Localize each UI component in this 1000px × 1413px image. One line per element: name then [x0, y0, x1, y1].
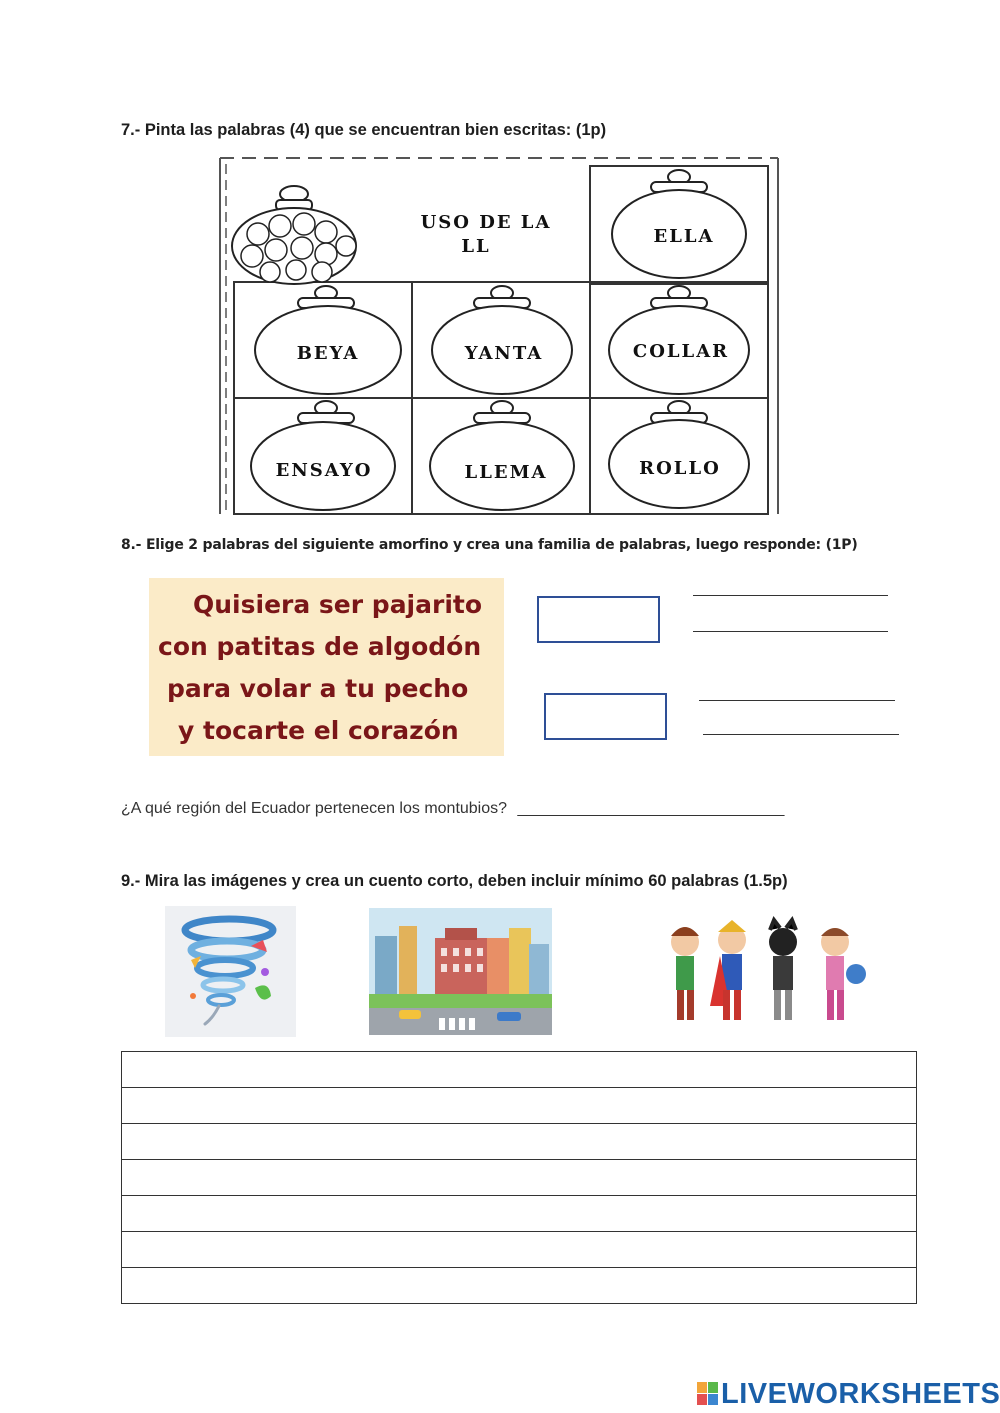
q7-header-line2: LL: [461, 236, 491, 257]
q7-jar-grid: [218, 154, 782, 516]
cookie-jar-icon: [232, 186, 356, 284]
superheroes-image: [660, 910, 870, 1038]
q9-title: 9.- Mira las imágenes y crea un cuento corto, deben incluir mínimo 60 palabras (1.5p): [121, 872, 788, 890]
writing-line[interactable]: [122, 1232, 916, 1268]
word-box-1[interactable]: [537, 596, 660, 643]
family-answer-line[interactable]: [703, 734, 899, 735]
writing-line[interactable]: [122, 1124, 916, 1160]
family-answer-line[interactable]: [693, 595, 888, 596]
writing-line[interactable]: [122, 1196, 916, 1232]
writing-line[interactable]: [122, 1160, 916, 1196]
jar-label: ENSAYO: [275, 460, 373, 481]
liveworksheets-logo-text: LIVEWORKSHEETS: [721, 1377, 1000, 1410]
montubios-question: [121, 800, 784, 818]
family-answer-line[interactable]: [693, 631, 888, 632]
q8-title: 8.- Elige 2 palabras del siguiente amorfino y crea una familia de palabras, luego responde: (1P): [121, 537, 858, 553]
jar-word-ella[interactable]: [612, 170, 746, 278]
q7-title: 7.- Pinta las palabras (4) que se encuentran bien escritas: (1p): [121, 121, 607, 139]
writing-line[interactable]: [122, 1088, 916, 1124]
jar-label: ELLA: [653, 226, 715, 247]
poem-line: y tocarte el corazón: [178, 716, 459, 745]
jar-label: YANTA: [464, 343, 544, 364]
jar-label: COLLAR: [632, 341, 730, 362]
amorfino-poem: [149, 578, 504, 756]
city-image: [369, 908, 552, 1035]
writing-line[interactable]: [122, 1268, 916, 1303]
q7-header-line1: USO DE LA: [420, 212, 552, 233]
writing-line[interactable]: [122, 1052, 916, 1088]
word-box-2[interactable]: [544, 693, 667, 740]
question-answer-blank[interactable]: ______________________________: [517, 800, 785, 817]
jar-word-ensayo[interactable]: [251, 401, 395, 510]
story-writing-area[interactable]: [121, 1051, 917, 1304]
jar-word-llema[interactable]: [430, 401, 574, 510]
jar-word-collar[interactable]: [609, 286, 749, 394]
liveworksheets-logo: [697, 1377, 1000, 1411]
jar-label: BEYA: [296, 343, 360, 364]
question-text: ¿A qué región del Ecuador pertenecen los montubios?: [121, 800, 508, 817]
tornado-image: [165, 906, 296, 1037]
jar-label: ROLLO: [639, 458, 721, 479]
jar-label: LLEMA: [464, 462, 548, 483]
liveworksheets-logo-icon: [697, 1382, 719, 1406]
poem-line: para volar a tu pecho: [167, 674, 469, 703]
jar-word-rollo[interactable]: [609, 401, 749, 508]
jar-word-yanta[interactable]: [432, 286, 572, 394]
jar-word-beya[interactable]: [255, 286, 401, 394]
poem-line: con patitas de algodón: [158, 632, 482, 661]
family-answer-line[interactable]: [699, 700, 895, 701]
poem-line: Quisiera ser pajarito: [193, 590, 483, 619]
